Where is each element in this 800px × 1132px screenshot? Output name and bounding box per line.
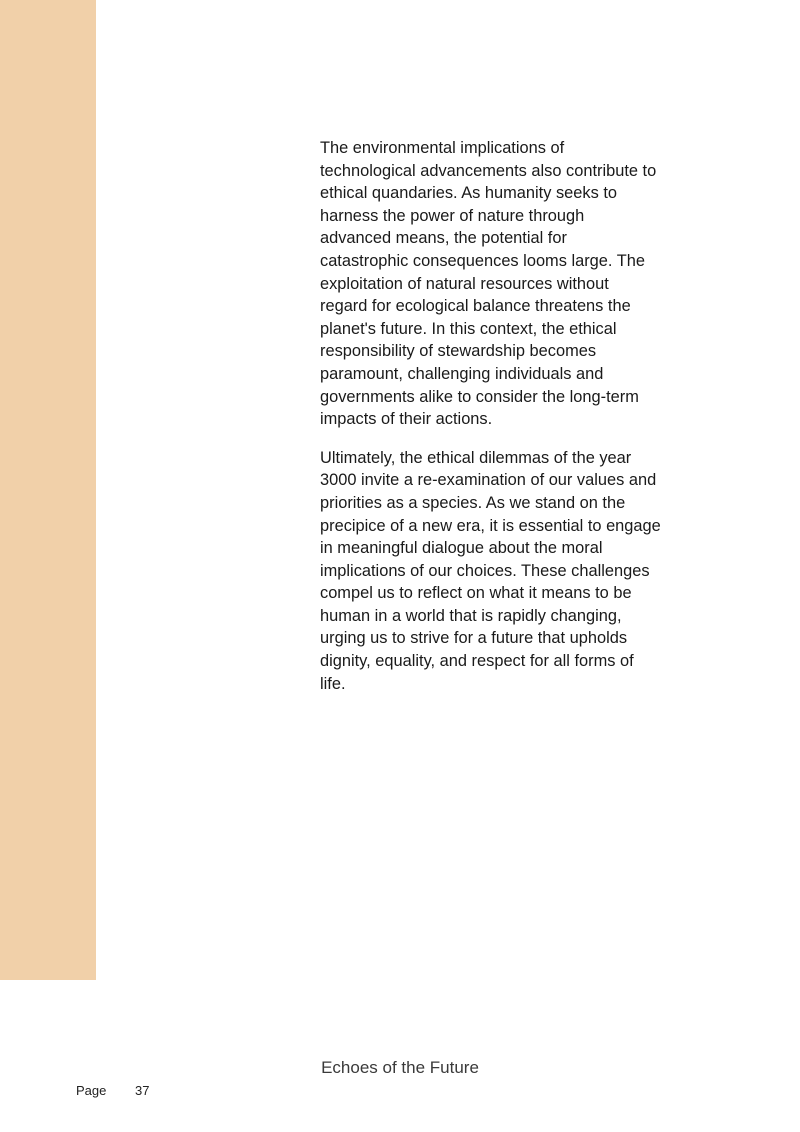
paragraph-ultimately: Ultimately, the ethical dilemmas of the year 3000 invite a re-examination of our values and priorities as a species. As we stand on the precipice of a new era, it is essential to engage in meaningful dialogue about the moral implications of our choices. These challenges compel us to reflect on what it means to be human in a world that is rapidly changing, urging us to strive for a future that upholds dignity, equality, and respect for all forms of life. bbox=[320, 448, 661, 693]
footer-book-title: Echoes of the Future bbox=[321, 1058, 479, 1077]
body-text bbox=[320, 137, 705, 711]
footer-page-number: 37 bbox=[135, 1083, 150, 1098]
paragraph-environmental: The environmental implications of technological advancements also contribute to ethical quandaries. As humanity seeks to harness the power of nature through advanced means, the potential for catastrophic consequences looms large. The exploitation of natural resources without regard for ecological balance threatens the planet's future. In this context, the ethical responsibility of stewardship becomes paramount, challenging individuals and governments alike to consider the long-term impacts of their actions. bbox=[320, 139, 657, 429]
footer-page-label: Page bbox=[76, 1083, 107, 1098]
decorative-side-band bbox=[0, 0, 96, 980]
